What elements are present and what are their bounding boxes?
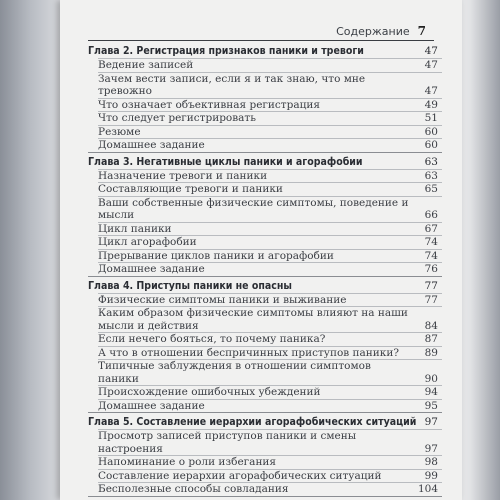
entry-page: 77 [424, 293, 438, 306]
entry-page: 99 [424, 469, 438, 482]
entry-page: 87 [424, 333, 438, 345]
running-head [336, 24, 426, 38]
entry-title: Домашнее задание [98, 399, 205, 412]
toc-entry[interactable] [98, 98, 442, 112]
entry-title: Зачем вести записи, если я и так знаю, что мне тревожно [98, 72, 366, 97]
entry-title: Домашнее задание [98, 139, 205, 151]
entry-title: Напоминание о роли избегания [98, 456, 277, 468]
toc-entry[interactable] [98, 399, 442, 413]
chapter-title: Глава 3. Негативные циклы паники и агорафобии [88, 155, 363, 168]
toc-entry[interactable] [98, 235, 442, 249]
entry-page: 65 [424, 183, 438, 195]
entry-title: Что следует регистрировать [98, 112, 256, 124]
toc-entry[interactable] [98, 111, 442, 125]
toc-chapter [88, 153, 442, 277]
entry-title: Бесполезные способы совладания [98, 483, 289, 495]
toc-entry[interactable] [98, 429, 442, 455]
toc-chapter [88, 413, 442, 497]
toc-entry[interactable] [98, 482, 442, 496]
entry-page: 63 [424, 169, 438, 182]
entry-page: 76 [424, 263, 438, 275]
entry-title: Что означает объективная регистрация [98, 98, 320, 111]
toc-entry[interactable] [98, 306, 442, 332]
entry-title: Типичные заблуждения в отношении симптомов паники [98, 360, 371, 385]
entry-title: Резюме [98, 125, 141, 138]
toc-chapter [88, 42, 442, 153]
toc-entry[interactable] [98, 222, 442, 236]
entry-title: Физические симптомы паники и выживание [98, 293, 347, 306]
toc-chapter [88, 277, 442, 414]
toc-entry[interactable] [98, 138, 442, 152]
entry-page: 84 [424, 319, 438, 332]
running-head-title: Содержание [336, 25, 410, 38]
chapter-heading[interactable] [88, 413, 442, 429]
toc-entry[interactable] [98, 332, 442, 346]
entry-title: Происхождение ошибочных убеждений [98, 386, 321, 398]
entry-title: Домашнее задание [98, 263, 205, 275]
toc-entry[interactable] [98, 58, 442, 72]
entry-page: 95 [424, 399, 438, 412]
entry-title: Если нечего бояться, то почему паника? [98, 333, 326, 345]
toc-entry[interactable] [98, 72, 442, 98]
entry-page: 89 [424, 346, 438, 359]
entry-page: 104 [417, 483, 438, 495]
entry-title: Цикл паники [98, 222, 172, 235]
chapter-page: 47 [424, 45, 438, 57]
entry-title: Назначение тревоги и паники [98, 169, 268, 182]
chapter-page: 63 [424, 155, 438, 168]
entry-title: Ведение записей [98, 59, 194, 71]
entry-title: Каким образом физические симптомы влияют на наши мысли и действия [98, 307, 408, 332]
entry-page: 47 [424, 59, 438, 71]
entry-title: Ваши собственные физические симптомы, поведение и мысли [98, 196, 409, 221]
entry-title: Прерывание циклов паники и агорафобии [98, 249, 334, 262]
toc-entry[interactable] [98, 385, 442, 399]
entry-title: Составляющие тревоги и паники [98, 183, 283, 195]
entry-page: 66 [424, 209, 438, 221]
header-rule [88, 40, 434, 41]
chapter-page: 77 [424, 279, 438, 292]
toc-entry[interactable] [98, 469, 442, 483]
entry-page: 60 [424, 139, 438, 151]
entry-title: Составление иерархии агорафобических ситуаций [98, 469, 382, 482]
chapter-title: Глава 5. Составление иерархии агорафобических ситуаций [88, 416, 417, 428]
entry-title: Просмотр записей приступов паники и смены настроения [98, 430, 357, 455]
entry-page: 97 [424, 442, 438, 455]
chapter-heading[interactable] [88, 277, 442, 293]
entry-title: А что в отношении беспричинных приступов паники? [98, 346, 399, 359]
toc-entry[interactable] [98, 169, 442, 183]
toc-entry[interactable] [98, 455, 442, 469]
chapter-heading[interactable] [88, 42, 442, 58]
toc-entry[interactable] [98, 262, 442, 276]
table-of-contents [88, 42, 442, 497]
entry-page: 67 [424, 222, 438, 235]
entry-page: 60 [424, 125, 438, 138]
entry-page: 51 [424, 112, 438, 124]
toc-entry[interactable] [98, 182, 442, 196]
entry-page: 49 [424, 98, 438, 111]
chapter-title: Глава 2. Регистрация признаков паники и тревоги [88, 45, 364, 57]
book-page [60, 0, 462, 500]
chapter-page: 97 [424, 416, 438, 428]
entry-title: Цикл агорафобии [98, 236, 197, 248]
toc-entry[interactable] [98, 196, 442, 222]
chapter-title: Глава 4. Приступы паники не опасны [88, 279, 292, 292]
chapter-heading[interactable] [88, 153, 442, 169]
toc-entry[interactable] [98, 125, 442, 139]
entry-page: 90 [424, 372, 438, 385]
toc-entry[interactable] [98, 359, 442, 385]
entry-page: 74 [424, 249, 438, 262]
entry-page: 47 [424, 85, 438, 97]
toc-entry[interactable] [98, 293, 442, 307]
entry-page: 74 [424, 236, 438, 248]
page-number: 7 [417, 24, 426, 38]
entry-page: 94 [424, 386, 438, 398]
entry-page: 98 [424, 456, 438, 468]
toc-entry[interactable] [98, 249, 442, 263]
toc-entry[interactable] [98, 346, 442, 360]
